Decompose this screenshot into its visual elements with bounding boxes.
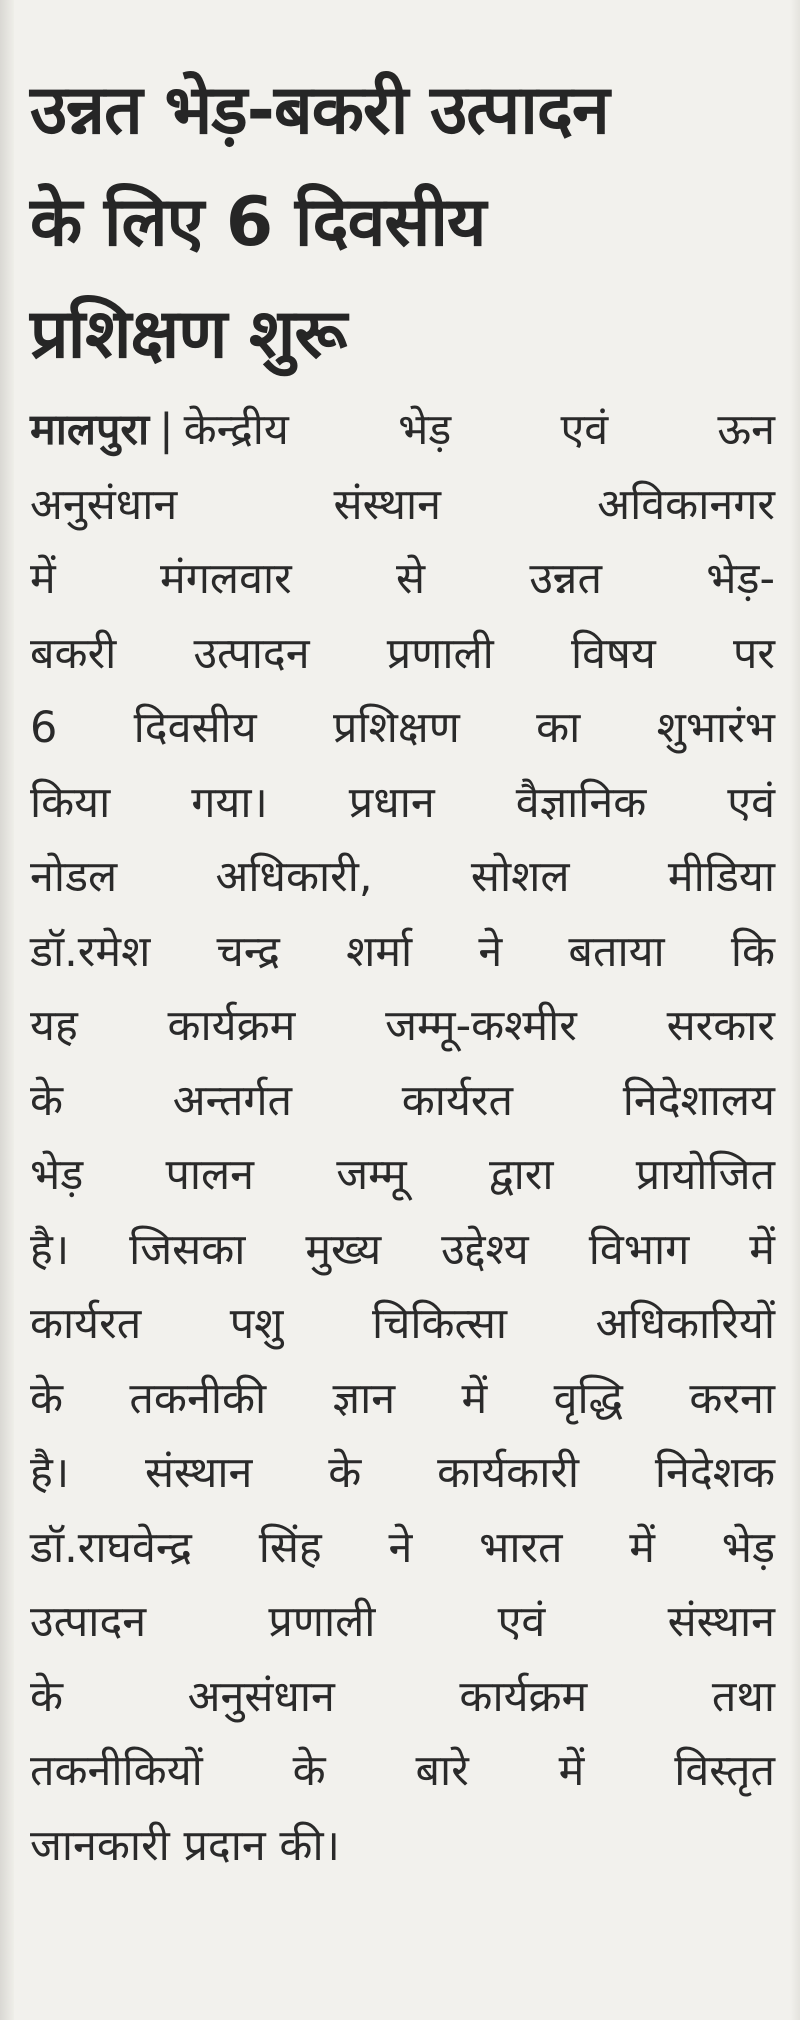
- body-line-first: [30, 393, 775, 468]
- body-line: उत्पादन प्रणाली एवं संस्थान: [30, 1597, 775, 1647]
- body-line-last: जानकारी प्रदान की।: [30, 1820, 340, 1871]
- body-line: है। जिसका मुख्य उद्देश्य विभाग में: [30, 1224, 775, 1275]
- body-line: में मंगलवार से उन्नत भेड़-: [30, 554, 775, 604]
- body-line: के तकनीकी ज्ञान में वृद्धि करना: [30, 1373, 775, 1424]
- dateline-separator: |: [159, 405, 174, 455]
- body-line: के अनुसंधान कार्यक्रम तथा: [30, 1671, 775, 1722]
- news-clipping: [30, 55, 775, 1883]
- body-line: डॉ.रमेश चन्द्र शर्मा ने बताया कि: [30, 926, 775, 977]
- paper-edge-left: [0, 0, 14, 2020]
- body-line: के अन्तर्गत कार्यरत निदेशालय: [30, 1075, 775, 1126]
- body-line: है। संस्थान के कार्यकारी निदेशक: [30, 1448, 775, 1498]
- headline-line: उन्नत भेड़-बकरी उत्पादन: [30, 71, 609, 150]
- body-line: अनुसंधान संस्थान अविकानगर: [30, 479, 775, 530]
- paper-edge-right: [790, 0, 800, 2020]
- body-line: यह कार्यक्रम जम्मू-कश्मीर सरकार: [30, 1001, 775, 1051]
- body-first-line-text: केन्द्रीय भेड़ एवं ऊन: [183, 405, 775, 455]
- headline-line: के लिए 6 दिवसीय: [30, 183, 486, 262]
- dateline: मालपुरा: [30, 405, 150, 455]
- body-line: बकरी उत्पादन प्रणाली विषय पर: [30, 628, 775, 679]
- body-line: नोडल अधिकारी, सोशल मीडिया: [30, 852, 775, 902]
- body-line: 6 दिवसीय प्रशिक्षण का शुभारंभ: [30, 703, 775, 753]
- article-body: [30, 393, 775, 1883]
- body-line: कार्यरत पशु चिकित्सा अधिकारियों: [30, 1299, 775, 1349]
- body-line: तकनीकियों के बारे में विस्तृत: [30, 1746, 775, 1796]
- body-line: भेड़ पालन जम्मू द्वारा प्रायोजित: [30, 1150, 775, 1200]
- body-line: किया गया। प्रधान वैज्ञानिक एवं: [30, 777, 775, 828]
- body-line: डॉ.राघवेन्द्र सिंह ने भारत में भेड़: [30, 1522, 775, 1573]
- headline-line: प्रशिक्षण शुरू: [30, 295, 347, 374]
- article-headline: [30, 55, 775, 391]
